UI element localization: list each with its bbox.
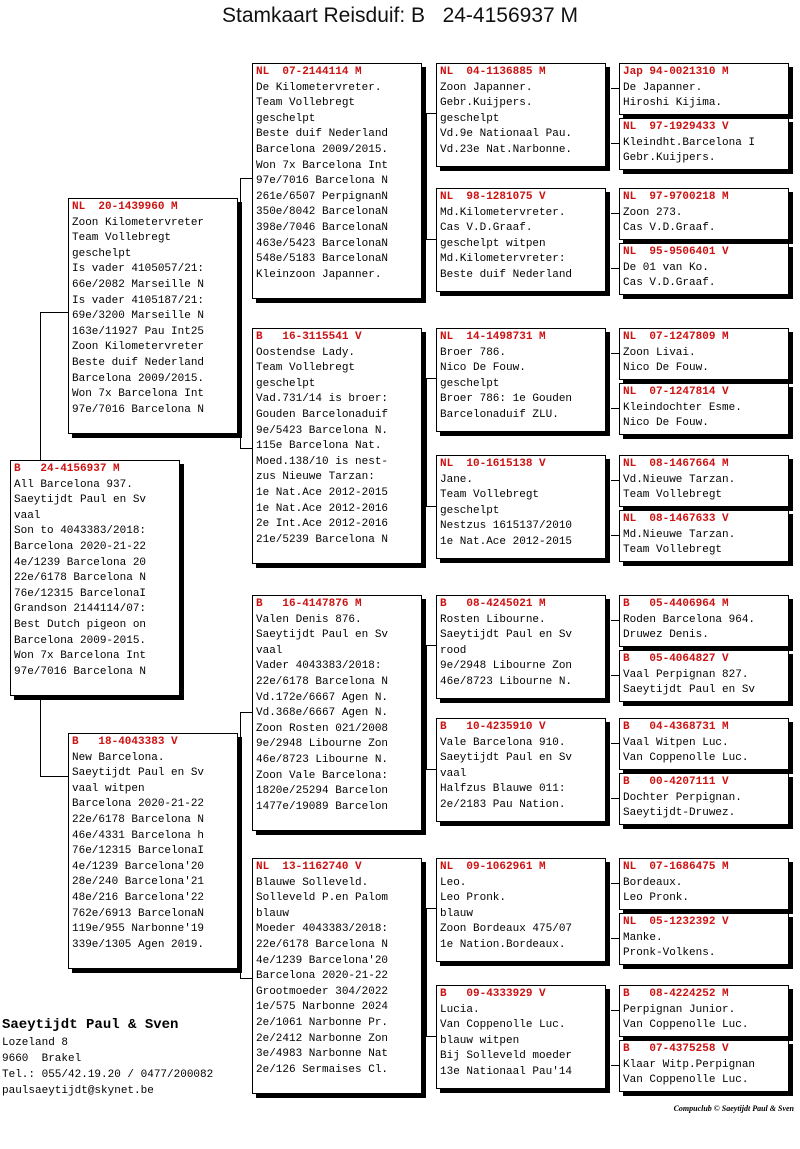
pigeon-info-line: Vd.368e/6667 Agen N.	[256, 707, 389, 720]
pigeon-info-line: Team Vollebregt	[623, 489, 723, 502]
pigeon-info-line: Dochter Perpignan.	[623, 791, 742, 804]
pigeon-info-line: Van Coppenolle Luc.	[623, 1019, 749, 1032]
pigeon-info-line: Grandson 2144114/07:	[14, 603, 147, 616]
pigeon-card-subject	[10, 460, 180, 696]
pigeon-info-line: Gebr.Kuijpers.	[623, 152, 716, 165]
pigeon-info-line: Manke.	[623, 931, 663, 944]
pigeon-info-line: Beste duif Nederland	[440, 268, 573, 281]
pigeon-info-line: 9e/2948 Libourne Zon	[440, 660, 573, 673]
pigeon-info-line: Saeytijdt Paul en Sv	[440, 752, 573, 765]
pigeon-info-line: 261e/6507 PerpignanN	[256, 190, 389, 203]
pigeon-info-line: 3e/4983 Narbonne Nat	[256, 1048, 389, 1061]
connector-line	[611, 1065, 619, 1066]
connector-line	[240, 448, 252, 449]
pigeon-info-line: Son to 4043383/2018:	[14, 525, 147, 538]
pigeon-card-ddd	[436, 985, 606, 1089]
connector-line	[611, 535, 619, 536]
pigeon-info-line: Won 7x Barcelona Int	[256, 159, 389, 172]
pigeon-card-g11	[619, 718, 789, 770]
pigeon-info-line: Druwez Denis.	[623, 629, 709, 642]
pigeon-info-line: Zoon Livai.	[623, 346, 696, 359]
pigeon-card-ds	[252, 595, 422, 831]
ring-number: B 09-4333929 V	[440, 988, 546, 1000]
pigeon-info-line: Vd.23e Nat.Narbonne.	[440, 143, 573, 156]
pigeon-info-line: Nico De Fouw.	[440, 362, 526, 375]
pigeon-info-line: Barcelona 2009-2015.	[14, 634, 147, 647]
connector-line	[426, 908, 427, 1036]
page-title: Stamkaart Reisduif: B 24-4156937 M	[221, 4, 578, 27]
pigeon-info-line: 22e/6178 Barcelona N	[72, 813, 205, 826]
pigeon-info-line: Vad.731/14 is broer:	[256, 393, 389, 406]
pigeon-info-line: Perpignan Junior.	[623, 1003, 736, 1016]
pigeon-info-line: geschelpt	[440, 112, 500, 125]
pigeon-info-line: Best Dutch pigeon on	[14, 618, 147, 631]
connector-line	[426, 908, 436, 909]
pigeon-info-line: Hiroshi Kijima.	[623, 97, 723, 110]
pigeon-info-line: 4e/1239 Barcelona 20	[14, 556, 147, 569]
pigeon-info-line: Saeytijdt Paul en Sv	[440, 629, 573, 642]
pigeon-info-line: 115e Barcelona Nat.	[256, 440, 382, 453]
pigeon-info-line: Md.Nieuwe Tarzan.	[623, 528, 736, 541]
ring-number: NL 20-1439960 M	[72, 201, 178, 213]
pigeon-card-g1	[619, 63, 789, 115]
pigeon-info-line: Barcelonaduif ZLU.	[440, 408, 559, 421]
connector-line	[611, 743, 619, 744]
connector-line	[426, 378, 427, 506]
connector-line	[611, 353, 619, 354]
pigeon-info-line: Barcelona 2020-21-22	[14, 540, 147, 553]
pigeon-info-line: Team Vollebregt	[440, 489, 540, 502]
connector-line	[426, 239, 436, 240]
connector-line	[611, 675, 619, 676]
pigeon-info-line: 46e/4331 Barcelona h	[72, 829, 205, 842]
pigeon-card-sss	[436, 63, 606, 167]
pigeon-card-g7	[619, 455, 789, 507]
pigeon-info-line: Vd.9e Nationaal Pau.	[440, 128, 573, 141]
pigeon-info-line: De 01 van Ko.	[623, 261, 709, 274]
pigeon-info-line: Md.Kilometervreter:	[440, 253, 566, 266]
pigeon-info-line: Won 7x Barcelona Int	[14, 650, 147, 663]
pigeon-card-dam	[68, 733, 238, 969]
pigeon-info-line: 46e/8723 Libourne N.	[440, 675, 573, 688]
pigeon-info-line: geschelpt	[440, 504, 500, 517]
pigeon-info-line: 13e Nationaal Pau'14	[440, 1065, 573, 1078]
connector-line	[40, 312, 41, 460]
ring-number: NL 07-1686475 M	[623, 861, 729, 873]
ring-number: NL 05-1232392 V	[623, 916, 729, 928]
pigeon-info-line: geschelpt	[440, 377, 500, 390]
pigeon-info-line: Zoon Rosten 021/2008	[256, 722, 389, 735]
ring-number: B 05-4406964 M	[623, 598, 729, 610]
pigeon-info-line: Gouden Barcelonaduif	[256, 408, 389, 421]
pigeon-info-line: Vader 4043383/2018:	[256, 660, 382, 673]
connector-line	[240, 178, 241, 448]
pigeon-card-dsd	[436, 718, 606, 822]
pigeon-info-line: 4e/1239 Barcelona'20	[72, 860, 205, 873]
ring-number: B 24-4156937 M	[14, 463, 120, 475]
pigeon-info-line: 69e/3200 Marseille N	[72, 310, 205, 323]
owner-phone-line: Tel.: 055/42.19.20 / 0477/200082	[2, 1069, 214, 1081]
pigeon-info-line: 9e/2948 Libourne Zon	[256, 738, 389, 751]
ring-number: NL 07-2144114 M	[256, 66, 362, 78]
ring-number: B 16-3115541 V	[256, 331, 362, 343]
pigeon-info-line: blauw witpen	[440, 1034, 520, 1047]
pigeon-info-line: Rosten Libourne.	[440, 613, 546, 626]
pigeon-info-line: vaal	[14, 509, 41, 522]
pigeon-info-line: 21e/5239 Barcelona N	[256, 533, 389, 546]
ring-number: B 04-4368731 M	[623, 721, 729, 733]
connector-line	[426, 506, 436, 507]
pigeon-info-line: 4e/1239 Barcelona'20	[256, 954, 389, 967]
pigeon-info-line: blauw	[440, 907, 474, 920]
pigeon-info-line: 163e/11927 Pau Int25	[72, 325, 205, 338]
pigeon-card-g2	[619, 118, 789, 170]
pigeon-info-line: 762e/6913 BarcelonaN	[72, 907, 205, 920]
connector-line	[611, 268, 619, 269]
pigeon-info-line: Vaal Witpen Luc.	[623, 736, 729, 749]
connector-line	[426, 113, 427, 239]
pigeon-info-line: 46e/8723 Libourne N.	[256, 753, 389, 766]
pigeon-info-line: Team Vollebregt	[256, 97, 356, 110]
pigeon-card-dd	[252, 858, 422, 1094]
pigeon-info-line: Is vader 4105057/21:	[72, 263, 205, 276]
pigeon-card-sds	[436, 328, 606, 432]
pigeon-card-dds	[436, 858, 606, 962]
pigeon-info-line: Broer 786: 1e Gouden	[440, 393, 573, 406]
pigeon-info-line: Zoon Vale Barcelona:	[256, 769, 389, 782]
pigeon-info-line: 398e/7046 BarcelonaN	[256, 221, 389, 234]
pigeon-info-line: 22e/6178 Barcelona N	[256, 675, 389, 688]
pigeon-info-line: Gebr.Kuijpers.	[440, 97, 533, 110]
pigeon-info-line: Bij Solleveld moeder	[440, 1050, 573, 1063]
ring-number: NL 13-1162740 V	[256, 861, 362, 873]
pigeon-info-line: All Barcelona 937.	[14, 478, 133, 491]
connector-line	[426, 113, 436, 114]
owner-block	[2, 1015, 213, 1099]
connector-line	[426, 645, 436, 646]
pigeon-info-line: Blauwe Solleveld.	[256, 876, 369, 889]
pigeon-card-sdd	[436, 455, 606, 559]
pigeon-info-line: Grootmoeder 304/2022	[256, 985, 389, 998]
ring-number: B 10-4235910 V	[440, 721, 546, 733]
pigeon-card-g9	[619, 595, 789, 647]
pigeon-info-line: 119e/955 Narbonne'19	[72, 923, 205, 936]
ring-number: NL 08-1467633 V	[623, 513, 729, 525]
connector-line	[611, 798, 619, 799]
pigeon-info-line: Halfzus Blauwe 011:	[440, 783, 566, 796]
ring-number: B 00-4207111 V	[623, 776, 729, 788]
pigeon-info-line: geschelpt witpen	[440, 237, 546, 250]
pigeon-info-line: 548e/5183 BarcelonaN	[256, 253, 389, 266]
pigeon-info-line: 1e/575 Narbonne 2024	[256, 1001, 389, 1014]
ring-number: Jap 94-0021310 M	[623, 66, 729, 78]
pigeon-info-line: blauw	[256, 907, 290, 920]
ring-number: NL 98-1281075 V	[440, 191, 546, 203]
pigeon-info-line: Saeytijdt Paul en Sv	[256, 629, 389, 642]
pigeon-info-line: zus Nieuwe Tarzan:	[256, 471, 375, 484]
pigeon-info-line: Barcelona 2020-21-22	[256, 970, 389, 983]
pigeon-info-line: Md.Kilometervreter.	[440, 206, 566, 219]
pigeon-info-line: Broer 786.	[440, 346, 507, 359]
connector-line	[611, 213, 619, 214]
ring-number: NL 95-9506401 V	[623, 246, 729, 258]
pigeon-info-line: geschelpt	[256, 112, 316, 125]
pigeon-info-line: 1820e/25294 Barcelon	[256, 785, 389, 798]
pigeon-info-line: 2e Int.Ace 2012-2016	[256, 518, 389, 531]
pigeon-info-line: Solleveld P.en Palom	[256, 892, 389, 905]
pigeon-info-line: Team Vollebregt	[72, 232, 172, 245]
pigeon-card-ssd	[436, 188, 606, 292]
pigeon-info-line: Zoon 273.	[623, 206, 683, 219]
pigeon-info-line: Bordeaux.	[623, 876, 683, 889]
pigeon-info-line: Team Vollebregt	[256, 362, 356, 375]
pigeon-info-line: Nestzus 1615137/2010	[440, 520, 573, 533]
pigeon-card-g3	[619, 188, 789, 240]
pigeon-info-line: Is vader 4105187/21:	[72, 294, 205, 307]
pigeon-info-line: Vaal Perpignan 827.	[623, 668, 749, 681]
pigeon-card-g6	[619, 383, 789, 435]
pigeon-info-line: Kleindht.Barcelona I	[623, 136, 756, 149]
pigeon-info-line: 76e/12315 BarcelonaI	[14, 587, 147, 600]
pigeon-card-g5	[619, 328, 789, 380]
connector-line	[611, 1010, 619, 1011]
pigeon-card-dss	[436, 595, 606, 699]
pigeon-info-line: Vd.Nieuwe Tarzan.	[623, 473, 736, 486]
ring-number: NL 07-1247809 M	[623, 331, 729, 343]
pigeon-info-line: 1e Nat.Ace 2012-2016	[256, 502, 389, 515]
pigeon-card-g13	[619, 858, 789, 910]
connector-line	[426, 1036, 436, 1037]
pigeon-info-line: Won 7x Barcelona Int	[72, 388, 205, 401]
pigeon-info-line: Saeytijdt-Druwez.	[623, 807, 736, 820]
pigeon-info-line: 2e/1061 Narbonne Pr.	[256, 1016, 389, 1029]
pigeon-info-line: Leo.	[440, 876, 467, 889]
ring-number: B 16-4147876 M	[256, 598, 362, 610]
pigeon-info-line: Barcelona 2020-21-22	[72, 798, 205, 811]
pigeon-card-g12	[619, 773, 789, 825]
ring-number: NL 14-1498731 M	[440, 331, 546, 343]
pigeon-info-line: Nico De Fouw.	[623, 362, 709, 375]
ring-number: NL 07-1247814 V	[623, 386, 729, 398]
ring-number: NL 09-1062961 M	[440, 861, 546, 873]
pigeon-info-line: Zoon Bordeaux 475/07	[440, 923, 573, 936]
pigeon-info-line: Van Coppenolle Luc.	[623, 1074, 749, 1087]
pigeon-info-line: 22e/6178 Barcelona N	[14, 572, 147, 585]
pigeon-card-ss	[252, 63, 422, 299]
pigeon-card-g14	[619, 913, 789, 965]
connector-line	[611, 143, 619, 144]
pigeon-card-g10	[619, 650, 789, 702]
pigeon-info-line: geschelpt	[256, 377, 316, 390]
pigeon-info-line: vaal	[440, 767, 467, 780]
ring-number: NL 97-9700218 M	[623, 191, 729, 203]
pigeon-card-g8	[619, 510, 789, 562]
pigeon-info-line: Saeytijdt Paul en Sv	[14, 494, 147, 507]
pigeon-info-line: Oostendse Lady.	[256, 346, 356, 359]
pigeon-info-line: Barcelona 2009/2015.	[256, 143, 389, 156]
pigeon-info-line: Nico De Fouw.	[623, 417, 709, 430]
ring-number: B 05-4064827 V	[623, 653, 729, 665]
pigeon-card-g4	[619, 243, 789, 295]
ring-number: NL 04-1136885 M	[440, 66, 546, 78]
pigeon-info-line: Kleinzoon Japanner.	[256, 268, 382, 281]
pigeon-info-line: 463e/5423 BarcelonaN	[256, 237, 389, 250]
owner-city-line: 9660 Brakel	[2, 1053, 82, 1065]
owner-name: Saeytijdt Paul & Sven	[2, 1017, 179, 1033]
pigeon-info-line: Moeder 4043383/2018:	[256, 923, 389, 936]
pigeon-info-line: 97e/7016 Barcelona N	[256, 175, 389, 188]
connector-line	[426, 769, 436, 770]
pigeon-info-line: Zoon Kilometervreter	[72, 216, 205, 229]
pigeon-info-line: Pronk-Volkens.	[623, 947, 716, 960]
connector-line	[611, 620, 619, 621]
connector-line	[426, 378, 436, 379]
pigeon-info-line: 22e/6178 Barcelona N	[256, 938, 389, 951]
pigeon-info-line: rood	[440, 644, 467, 657]
connector-line	[40, 696, 41, 776]
pigeon-info-line: Vd.172e/6667 Agen N.	[256, 691, 389, 704]
connector-line	[40, 312, 68, 313]
pigeon-info-line: New Barcelona.	[72, 751, 165, 764]
pigeon-info-line: Cas V.D.Graaf.	[623, 277, 716, 290]
ring-number: NL 97-1929433 V	[623, 121, 729, 133]
pigeon-info-line: 97e/7016 Barcelona N	[14, 665, 147, 678]
pigeon-info-line: geschelpt	[72, 247, 132, 260]
connector-line	[426, 645, 427, 769]
pigeon-info-line: 1e Nation.Bordeaux.	[440, 938, 566, 951]
owner-address-line: Lozeland 8	[2, 1037, 69, 1049]
pigeon-info-line: 2e/2412 Narbonne Zon	[256, 1032, 389, 1045]
pigeon-info-line: Team Vollebregt	[623, 544, 723, 557]
pigeon-info-line: Barcelona 2009/2015.	[72, 372, 205, 385]
pigeon-card-sire	[68, 198, 238, 434]
pigeon-info-line: 9e/5423 Barcelona N.	[256, 424, 389, 437]
ring-number: B 08-4224252 M	[623, 988, 729, 1000]
pigeon-info-line: Saeytijdt Paul en Sv	[623, 684, 756, 697]
pigeon-info-line: Moed.138/10 is nest-	[256, 455, 389, 468]
ring-number: NL 10-1615138 V	[440, 458, 546, 470]
pigeon-info-line: Cas V.D.Graaf.	[623, 222, 716, 235]
connector-line	[611, 480, 619, 481]
pigeon-info-line: Van Coppenolle Luc.	[623, 752, 749, 765]
connector-line	[611, 938, 619, 939]
pigeon-info-line: 28e/240 Barcelona'21	[72, 876, 205, 889]
pigeon-info-line: 2e/2183 Pau Nation.	[440, 798, 566, 811]
pigeon-info-line: 2e/126 Sermaises Cl.	[256, 1063, 389, 1076]
pigeon-info-line: Vale Barcelona 910.	[440, 736, 566, 749]
ring-number: B 07-4375258 V	[623, 1043, 729, 1055]
connector-line	[611, 883, 619, 884]
pigeon-info-line: 66e/2082 Marseille N	[72, 278, 205, 291]
connector-line	[240, 178, 252, 179]
connector-line	[240, 712, 241, 978]
pigeon-info-line: Jane.	[440, 473, 474, 486]
pigeon-info-line: Roden Barcelona 964.	[623, 613, 756, 626]
pigeon-info-line: vaal	[256, 644, 283, 657]
pigeon-info-line: 1477e/19089 Barcelon	[256, 800, 389, 813]
pigeon-info-line: 339e/1305 Agen 2019.	[72, 938, 205, 951]
connector-line	[240, 978, 252, 979]
pigeon-info-line: Leo Pronk.	[440, 892, 507, 905]
pigeon-info-line: Zoon Kilometervreter	[72, 341, 205, 354]
pigeon-info-line: 76e/12315 BarcelonaI	[72, 845, 205, 858]
pigeon-info-line: 48e/216 Barcelona'22	[72, 891, 205, 904]
ring-number: B 08-4245021 M	[440, 598, 546, 610]
pigeon-info-line: Leo Pronk.	[623, 892, 690, 905]
pigeon-info-line: vaal witpen	[72, 782, 145, 795]
pigeon-info-line: De Kilometervreter.	[256, 81, 382, 94]
pigeon-info-line: Klaar Witp.Perpignan	[623, 1058, 756, 1071]
pigeon-info-line: Beste duif Nederland	[256, 128, 389, 141]
pigeon-info-line: Cas V.D.Graaf.	[440, 222, 533, 235]
pigeon-card-g16	[619, 1040, 789, 1092]
pigeon-info-line: 1e Nat.Ace 2012-2015	[440, 535, 573, 548]
pigeon-info-line: Kleindochter Esme.	[623, 401, 742, 414]
connector-line	[40, 776, 68, 777]
pigeon-info-line: Beste duif Nederland	[72, 356, 205, 369]
connector-line	[611, 88, 619, 89]
footer-credit: Compuclub © Saeytijdt Paul & Sven	[673, 1104, 794, 1113]
pigeon-info-line: Van Coppenolle Luc.	[440, 1019, 566, 1032]
pigeon-card-g15	[619, 985, 789, 1037]
pigeon-info-line: 350e/8042 BarcelonaN	[256, 206, 389, 219]
ring-number: NL 08-1467664 M	[623, 458, 729, 470]
pigeon-info-line: 97e/7016 Barcelona N	[72, 403, 205, 416]
ring-number: B 18-4043383 V	[72, 736, 178, 748]
owner-email-line: paulsaeytijdt@skynet.be	[2, 1085, 154, 1097]
connector-line	[240, 712, 252, 713]
pigeon-info-line: Zoon Japanner.	[440, 81, 533, 94]
pigeon-info-line: De Japanner.	[623, 81, 703, 94]
pigeon-card-sd	[252, 328, 422, 564]
pigeon-info-line: Saeytijdt Paul en Sv	[72, 767, 205, 780]
pigeon-info-line: Lucia.	[440, 1003, 480, 1016]
connector-line	[611, 408, 619, 409]
pigeon-info-line: Valen Denis 876.	[256, 613, 362, 626]
pigeon-info-line: 1e Nat.Ace 2012-2015	[256, 486, 389, 499]
